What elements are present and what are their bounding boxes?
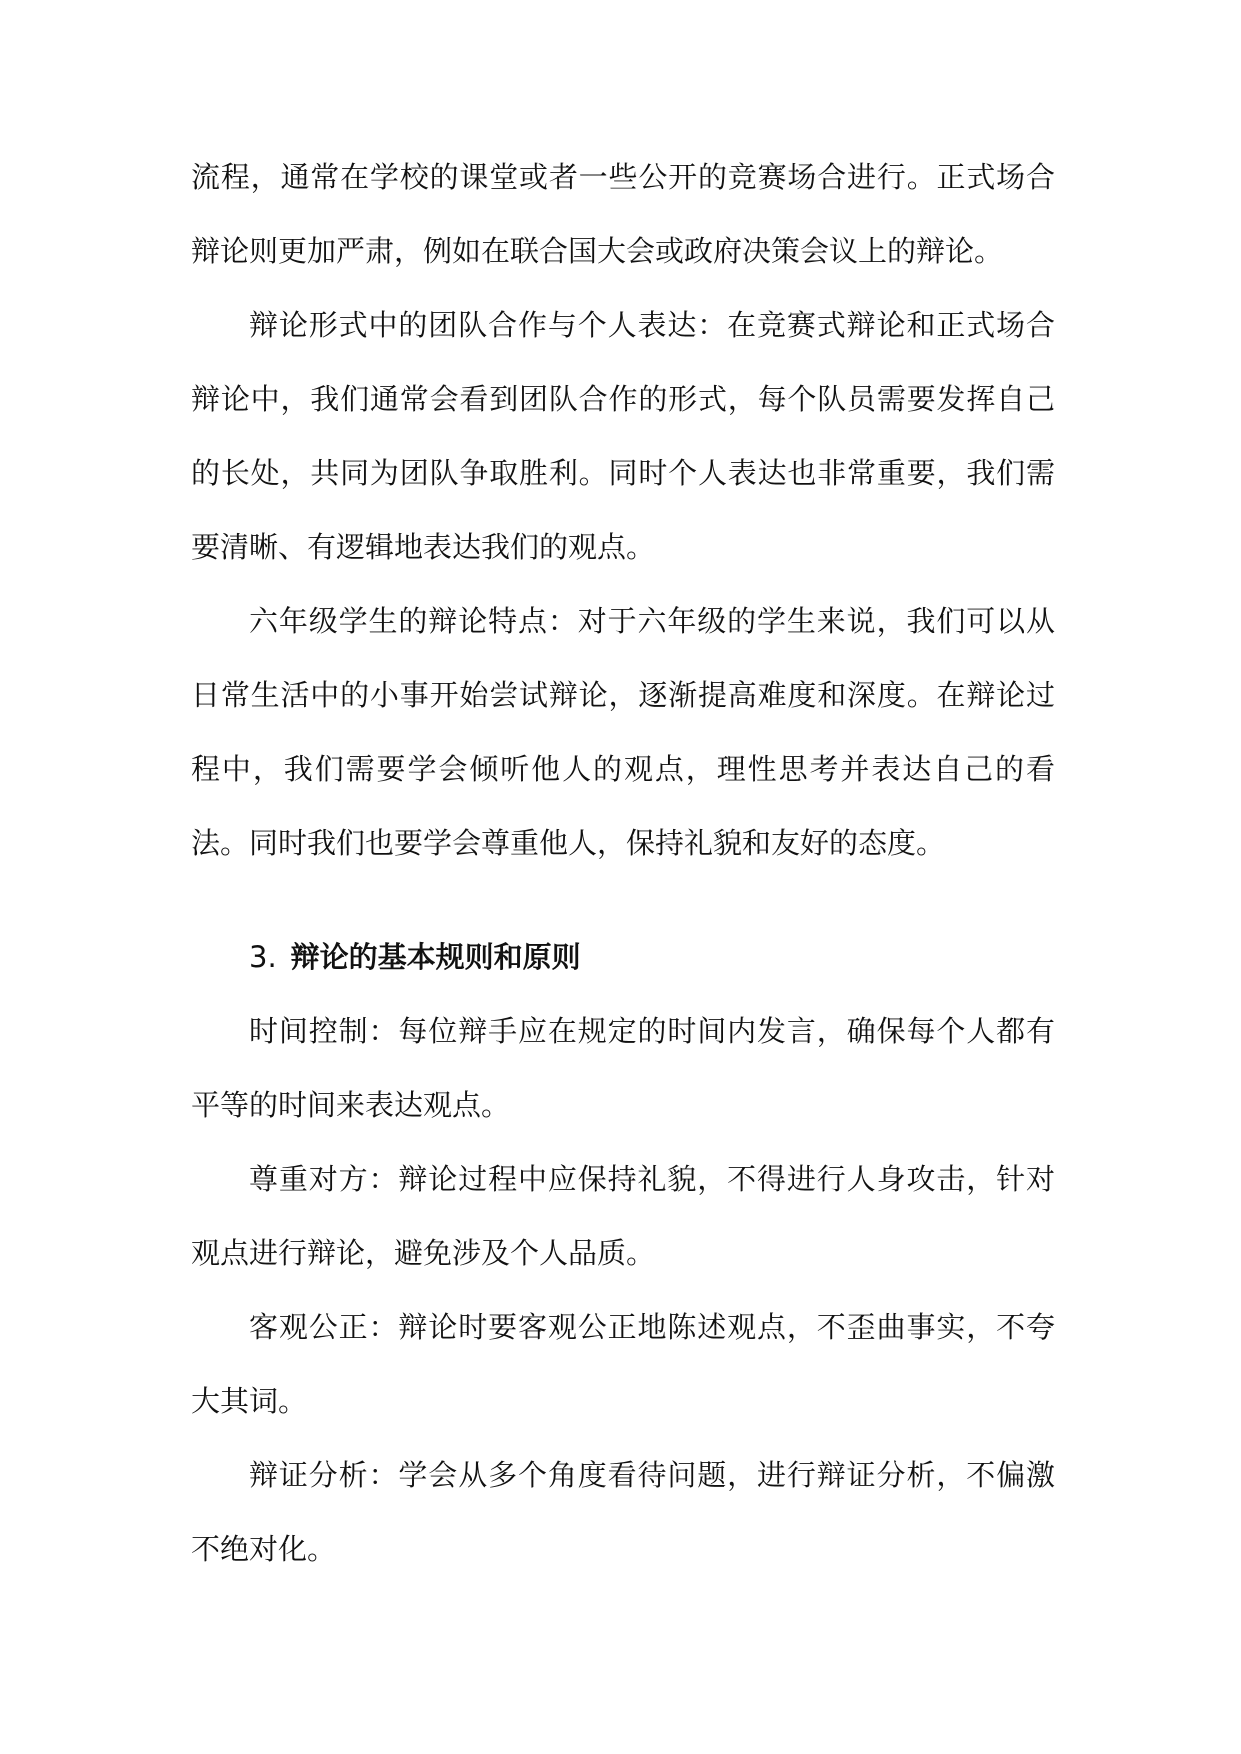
document-body — [191, 140, 1055, 1586]
paragraph-grade-six-features: 六年级学生的辩论特点：对于六年级的学生来说，我们可以从日常生活中的小事开始尝试辩论，逐渐提高难度和深度。在辩论过程中，我们需要学会倾听他人的观点，理性思考并表达自己的看法。同时我们也要学会尊重他人，保持礼貌和友好的态度。 — [191, 604, 1055, 860]
section-number: 3. — [249, 940, 277, 974]
paragraph-teamwork-expression: 辩论形式中的团队合作与个人表达：在竞赛式辩论和正式场合辩论中，我们通常会看到团队合作的形式，每个队员需要发挥自己的长处，共同为团队争取胜利。同时个人表达也非常重要，我们需要清晰、有逻辑地表达我们的观点。 — [191, 308, 1055, 564]
paragraph-respect-opponent: 尊重对方：辩论过程中应保持礼貌，不得进行人身攻击，针对观点进行辩论，避免涉及个人品质。 — [191, 1162, 1055, 1270]
section-title: 辩论的基本规则和原则 — [290, 940, 581, 974]
paragraph-dialectical-analysis: 辩证分析：学会从多个角度看待问题，进行辩证分析，不偏激不绝对化。 — [191, 1458, 1055, 1566]
paragraph-objectivity: 客观公正：辩论时要客观公正地陈述观点，不歪曲事实，不夸大其词。 — [191, 1310, 1055, 1418]
paragraph-debate-venues: 流程，通常在学校的课堂或者一些公开的竞赛场合进行。正式场合辩论则更加严肃，例如在联合国大会或政府决策会议上的辩论。 — [191, 160, 1055, 268]
paragraph-time-control: 时间控制：每位辩手应在规定的时间内发言，确保每个人都有平等的时间来表达观点。 — [191, 1014, 1055, 1122]
section-heading — [191, 920, 1055, 994]
